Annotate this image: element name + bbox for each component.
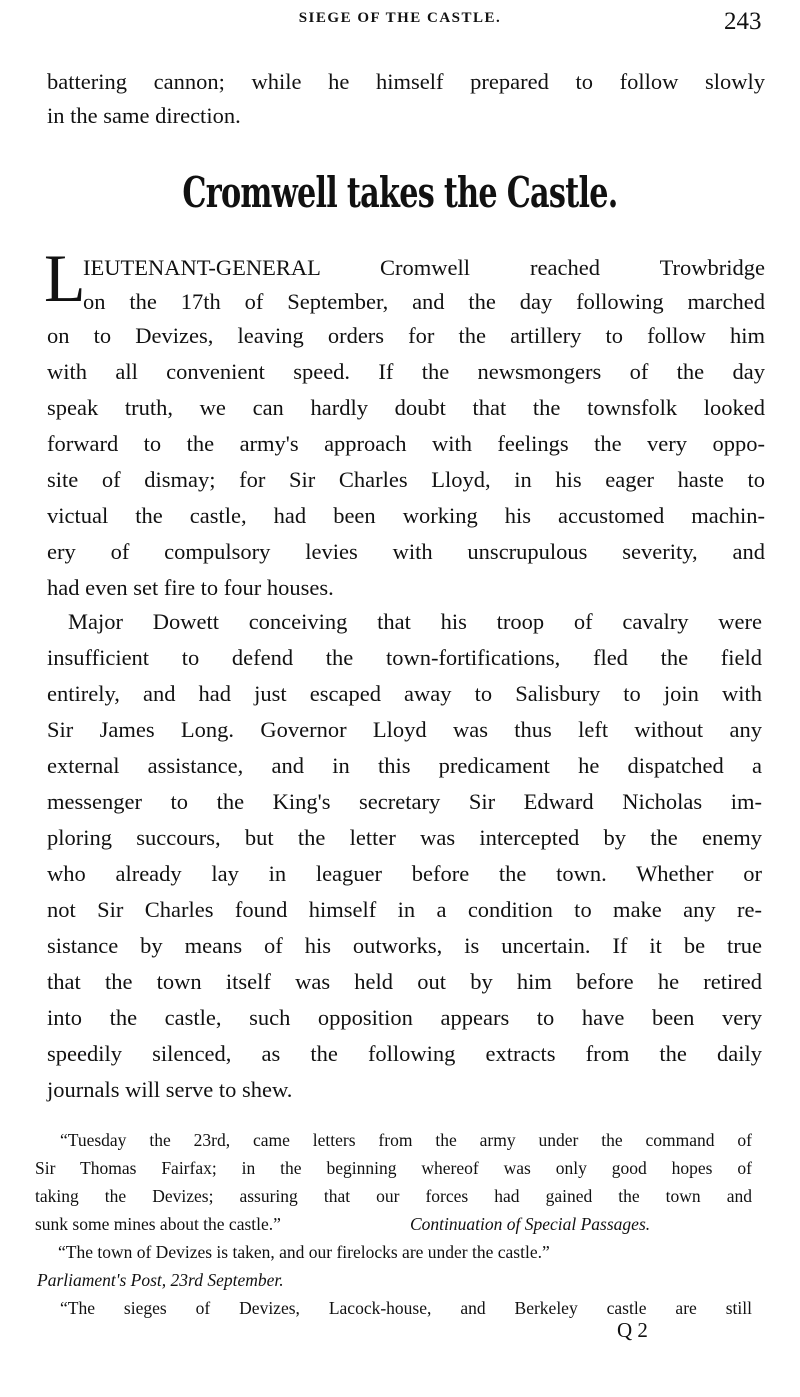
text-line: messenger to the King's secretary Sir Edward Nicholas im-	[47, 789, 762, 814]
text-line: Sir James Long. Governor Lloyd was thus left without any	[47, 717, 762, 742]
running-title: SIEGE OF THE CASTLE.	[298, 10, 502, 26]
quote-line: “Tuesday the 23rd, came letters from the army under the command of	[60, 1130, 752, 1150]
text-line: that the town itself was held out by him before he retired	[47, 969, 762, 994]
quote-line: Continuation of Special Passages.	[410, 1214, 651, 1234]
text-line: Major Dowett conceiving that his troop of cavalry were	[68, 609, 762, 634]
text-line: who already lay in leaguer before the town. Whether or	[47, 861, 762, 886]
text-line: in the same direction.	[47, 103, 241, 128]
text-line: not Sir Charles found himself in a condition to make any re-	[47, 897, 762, 922]
text-line: on to Devizes, leaving orders for the artillery to follow him	[47, 323, 765, 348]
text-line: forward to the army's approach with feelings the very oppo-	[47, 431, 765, 456]
quote-line: “The town of Devizes is taken, and our firelocks are under the castle.”	[58, 1242, 550, 1262]
text-line: had even set fire to four houses.	[47, 575, 334, 600]
text-line: victual the castle, had been working his accustomed machin-	[47, 503, 765, 528]
text-line: external assistance, and in this predicament he dispatched a	[47, 753, 762, 778]
text-line: speak truth, we can hardly doubt that the townsfolk looked	[47, 395, 765, 420]
text-line: IEUTENANT-GENERAL Cromwell reached Trowbridge	[83, 255, 765, 280]
text-line: ery of compulsory levies with unscrupulous severity, and	[47, 539, 765, 564]
page-number: 243	[724, 8, 762, 35]
text-line: battering cannon; while he himself prepared to follow slowly	[47, 69, 765, 94]
quote-line: taking the Devizes; assuring that our forces had gained the town and	[35, 1186, 752, 1206]
text-line: ploring succours, but the letter was intercepted by the enemy	[47, 825, 762, 850]
section-heading: Cromwell takes the Castle.	[182, 168, 618, 217]
text-line: speedily silenced, as the following extracts from the daily	[47, 1041, 762, 1066]
quote-line: sunk some mines about the castle.”	[35, 1214, 281, 1234]
drop-cap: L	[44, 240, 86, 316]
text-line: entirely, and had just escaped away to Salisbury to join with	[47, 681, 762, 706]
text-line: sistance by means of his outworks, is uncertain. If it be true	[47, 933, 762, 958]
quote-line: “The sieges of Devizes, Lacock-house, and Berkeley castle are still	[60, 1298, 752, 1318]
quote-line: Sir Thomas Fairfax; in the beginning whereof was only good hopes of	[35, 1158, 752, 1178]
text-line: journals will serve to shew.	[47, 1077, 293, 1102]
text-line: into the castle, such opposition appears to have been very	[47, 1005, 762, 1030]
text-line: insufficient to defend the town-fortifications, fled the field	[47, 645, 762, 670]
text-line: on the 17th of September, and the day following marched	[83, 289, 765, 314]
text-line: site of dismay; for Sir Charles Lloyd, in his eager haste to	[47, 467, 765, 492]
text-line: with all convenient speed. If the newsmongers of the day	[47, 359, 765, 384]
quote-line: Parliament's Post, 23rd September.	[37, 1270, 284, 1290]
signature-mark: Q 2	[617, 1318, 648, 1342]
